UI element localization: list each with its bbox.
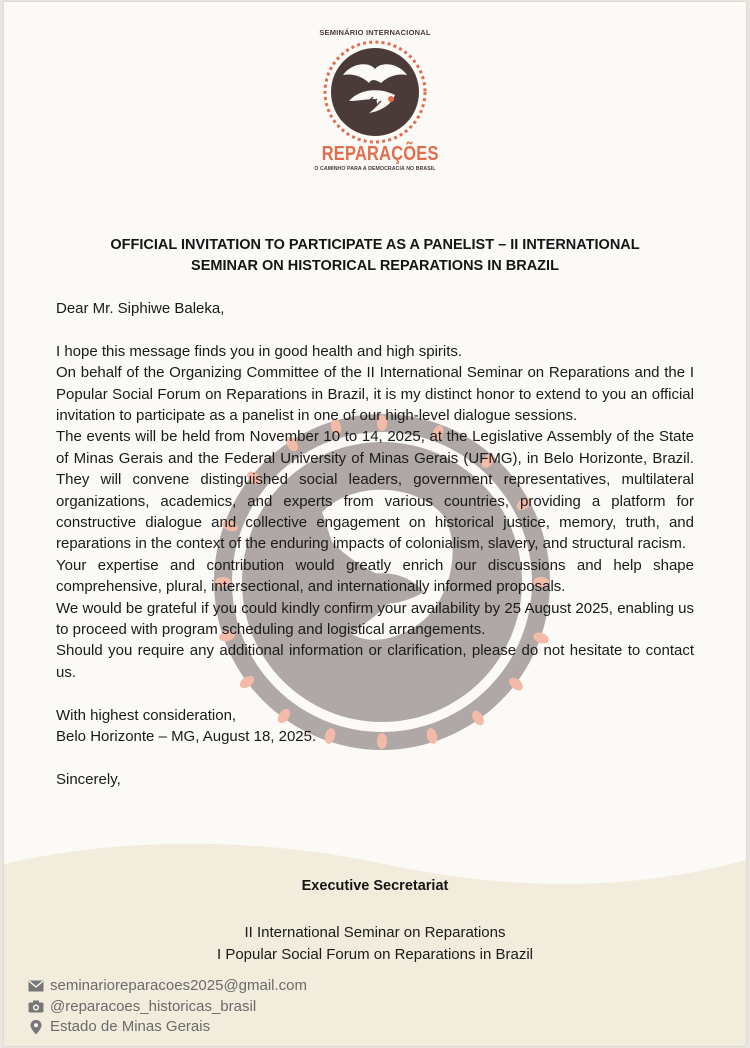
logo-name: REPARAÇÕES [321, 143, 439, 165]
page-title [44, 235, 706, 277]
paragraph-3: The events will be held from November 10 to 14, 2025, at the Legislative Assembly of the State of Minas Gerais and the Federal University of Minas Gerais (UFMG), in Belo Horizonte, Brazil. They will convene distinguished social leaders, government representatives, multilateral organizations, academics, and experts from various countries, providing a platform for constructive dialogue and collective engagement on historical justice, memory, truth, and reparations in the context of the enduring impacts of colonialism, slavery, and structural racism. [56, 428, 694, 553]
paragraph-6: Should you require any additional information or clarification, please do not hesitate to contact us. [56, 642, 694, 681]
logo-top-text: SEMINÁRIO INTERNACIONAL [319, 28, 431, 37]
reparacoes-emblem-icon [321, 39, 429, 145]
organization-2: I Popular Social Forum on Reparations in Brazil [217, 945, 533, 963]
logo-tagline: O CAMINHO PARA A DEMOCRACIA NO BRASIL [314, 166, 436, 172]
location-pin-icon [28, 1019, 44, 1035]
closing-line-1: With highest consideration, [56, 706, 237, 724]
contact-instagram-text[interactable]: @reparacoes_historicas_brasil [50, 997, 257, 1015]
camera-icon [28, 1000, 44, 1013]
paragraph-4: Your expertise and contribution would greatly enrich our discussions and help shape comprehensive, plural, intersectional, and internationally informed proposals. [56, 556, 694, 596]
signoff: Sincerely, [56, 770, 121, 788]
organizations [4, 922, 746, 965]
signatory: Executive Secretariat [301, 878, 449, 894]
contact-location [28, 1017, 307, 1038]
closing-line-2: Belo Horizonte – MG, August 18, 2025. [56, 728, 317, 746]
contact-instagram[interactable] [28, 997, 307, 1018]
contact-location-text: Estado de Minas Gerais [50, 1018, 211, 1035]
contact-email[interactable] [28, 976, 307, 997]
contact-list [28, 976, 307, 1038]
title-line-2: SEMINAR ON HISTORICAL REPARATIONS IN BRAZIL [191, 258, 559, 274]
title-line-1: OFFICIAL INVITATION TO PARTICIPATE AS A PANELIST – II INTERNATIONAL [110, 237, 640, 253]
letter-body [56, 298, 694, 790]
letter-page [4, 2, 746, 1046]
paragraph-2: On behalf of the Organizing Committee of the II International Seminar on Reparations and the I Popular Social Forum on Reparations in Brazil, it is my distinct honor to extend to you an official invitation to participate as a panelist in one of our high-level dialogue sessions. [56, 364, 694, 425]
paragraph-5: We would be grateful if you could kindly confirm your availability by 25 August 2025, enabling us to proceed with program scheduling and logistical arrangements. [56, 599, 694, 639]
contact-email-text[interactable]: seminarioreparacoes2025@gmail.com [50, 977, 308, 994]
seminar-logo [310, 26, 440, 196]
paragraph-1: I hope this message finds you in good health and high spirits. [56, 342, 463, 360]
salutation: Dear Mr. Siphiwe Baleka, [56, 300, 225, 317]
mail-icon [28, 980, 44, 992]
organization-1: II International Seminar on Reparations [244, 924, 506, 941]
